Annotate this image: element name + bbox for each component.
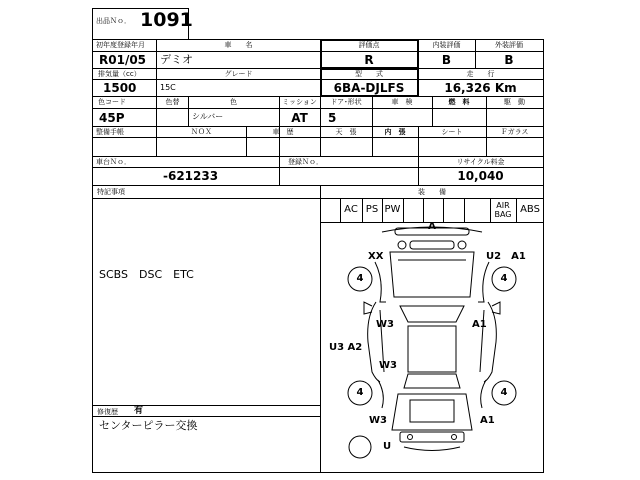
color-change-label: 色替	[165, 98, 180, 106]
lot-label: 出品Ｎｏ．	[96, 17, 131, 25]
displacement-label: 排気量（cc）	[98, 70, 141, 78]
color-value: シルバー	[192, 112, 224, 121]
remarks-label: 特記事項	[97, 188, 125, 196]
score-value: R	[364, 53, 374, 67]
mission-value: AT	[291, 111, 308, 125]
nox-label: ＮＯＸ	[191, 128, 212, 136]
repair-history-label: 修復歴	[97, 408, 118, 416]
recycle-value: 10,040	[457, 169, 504, 183]
door-value: 5	[328, 111, 337, 125]
remarks-text: SCBS DSC ETC	[99, 268, 194, 281]
recycle-label: リサイクル料金	[456, 158, 505, 166]
roof-label: 天 張	[335, 128, 357, 136]
damage-top: A	[428, 221, 436, 232]
damage-front-left: XX	[368, 251, 384, 262]
mileage-label: 走 行	[466, 70, 495, 78]
reg-date-label: 初年度登録年月	[96, 41, 145, 49]
equipment-ac: AC	[344, 204, 358, 215]
damage-rear-right: A1	[480, 415, 495, 426]
equipment-ps: PS	[365, 204, 379, 215]
fuel-label: 燃 料	[448, 98, 470, 106]
equipment-abs: ABS	[520, 204, 540, 215]
equipment-row	[320, 199, 544, 222]
door-label: ドア･形状	[330, 98, 362, 106]
color-code-label: 色コード	[98, 98, 126, 106]
inspection-label: 車 検	[391, 98, 413, 106]
repair-history-value: 有	[134, 406, 144, 416]
tire-front-left: 4	[356, 273, 364, 284]
registration-label: 登録Ｎｏ．	[288, 158, 323, 166]
repair-detail: センターピラー交換	[99, 419, 198, 432]
tire-rear-right: 4	[500, 387, 508, 398]
drive-label: 駆 動	[504, 98, 525, 106]
score-label: 評価点	[358, 41, 380, 49]
reg-date-value: R01/05	[99, 53, 147, 67]
tire-rear-left: 4	[356, 387, 364, 398]
displacement-value: 1500	[103, 81, 137, 95]
color-code-value: 45P	[99, 111, 125, 125]
car-name-value: デミオ	[160, 53, 193, 66]
color-label: 色	[230, 98, 237, 106]
mileage-value: 16,326 Km	[444, 81, 517, 95]
chassis-value: -621233	[163, 169, 219, 183]
exterior-grade-value: B	[504, 53, 514, 67]
interior-lining-label: 内 張	[384, 128, 406, 136]
equipment-label: 装 備	[418, 188, 446, 196]
lot-number: 1091	[140, 9, 193, 31]
damage-left-side: U3 A2	[329, 342, 363, 353]
damage-left-rear-door: W3	[379, 360, 397, 371]
damage-spare: U	[383, 441, 392, 452]
interior-grade-label: 内装評価	[432, 41, 461, 49]
damage-rear-left: W3	[369, 415, 387, 426]
manual-label: 整備手帳	[96, 128, 124, 136]
seat-label: シート	[441, 128, 463, 136]
model-code-value: 6BA-DJLFS	[333, 81, 405, 95]
interior-grade-value: B	[441, 53, 452, 67]
damage-left-front-door: W3	[376, 319, 394, 330]
tire-front-right: 4	[500, 273, 508, 284]
car-name-label: 車 名	[224, 41, 253, 49]
damage-right-front-door: A1	[472, 319, 487, 330]
mission-label: ミッション	[282, 98, 317, 106]
damage-front-right: U2 A1	[486, 251, 526, 262]
history-label: 車 歴	[272, 128, 294, 136]
exterior-grade-label: 外装評価	[495, 41, 523, 49]
grade-label: グレード	[224, 70, 253, 78]
equipment-pw: PW	[384, 204, 401, 215]
front-glass-label: Ｆガラス	[500, 128, 529, 136]
model-code-label: 型 式	[355, 70, 383, 78]
equipment-airbag: AIR BAG	[494, 201, 512, 219]
chassis-label: 車台Ｎｏ．	[96, 158, 131, 166]
grade-value: 15C	[160, 83, 176, 92]
